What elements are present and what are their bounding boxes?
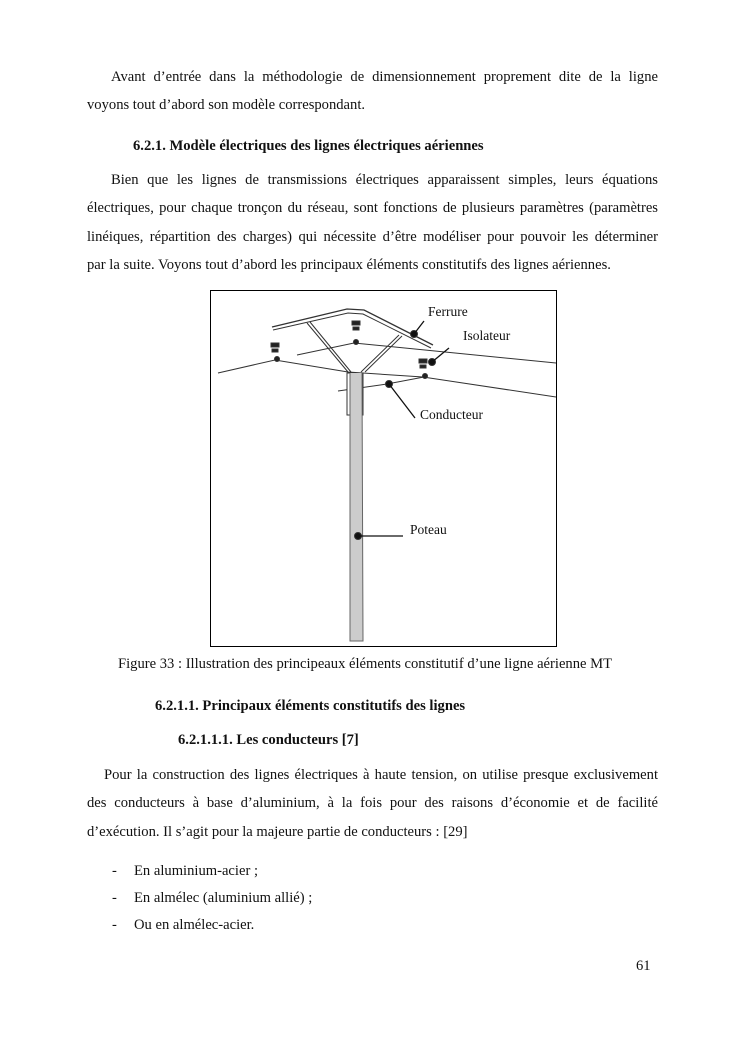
section-heading-6-2-1-1-1: 6.2.1.1.1. Les conducteurs [7] [178,732,359,748]
label-isolateur: Isolateur [463,328,511,343]
text-line: voyons tout d’abord son modèle correspondant. [87,97,366,114]
list-item-text: Ou en almélec-acier. [134,917,255,933]
section-heading-6-2-1: 6.2.1. Modèle électriques des lignes électriques aériennes [133,138,484,154]
text-line: Pour la construction des lignes électriques à haute tension, on utilise presque exclusivement [104,767,658,783]
bullet: - [112,917,117,933]
list-item-text: En aluminium-acier ; [134,863,259,879]
text-line: d’exécution. Il s’agit pour la majeure partie de conducteurs : [29] [87,823,468,840]
text-line: Bien que les lignes de transmissions électriques apparaissent simples, leurs équations [111,172,658,188]
figure-power-line-illustration [210,290,557,647]
page-number: 61 [636,958,651,974]
section-heading-6-2-1-1: 6.2.1.1. Principaux éléments constitutifs des lignes [155,698,466,714]
bullet: - [112,890,117,906]
figure-caption: Figure 33 : Illustration des principeaux éléments constitutif d’une ligne aérienne MT [118,656,613,672]
text-line: Avant d’entrée dans la méthodologie de dimensionnement proprement dite de la ligne [111,69,658,85]
text-line: des conducteurs à base d’aluminium, à la fois pour des raisons d’économie et de facilité [87,795,658,812]
intro-paragraph [87,63,658,120]
label-poteau: Poteau [410,522,447,537]
text-line: électriques, pour chaque tronçon du réseau, sont fonctions de plusieurs paramètres (paramètres [87,200,658,217]
text-line: linéiques, répartition des charges) qui nécessite d’être modéliser pour pouvoir les déterminer [87,228,658,245]
list-item [112,917,255,934]
list-item [112,863,259,880]
conducteurs-paragraph [87,761,658,846]
list-item-text: En almélec (aluminium allié) ; [134,890,313,906]
label-ferrure: Ferrure [428,304,468,319]
text-line: par la suite. Voyons tout d’abord les principaux éléments constitutifs des lignes aériennes. [87,256,611,273]
section-paragraph [87,166,658,279]
bullet: - [112,863,117,879]
power-pole-drawing [211,291,556,646]
label-conducteur: Conducteur [420,407,483,422]
list-item [112,890,313,907]
